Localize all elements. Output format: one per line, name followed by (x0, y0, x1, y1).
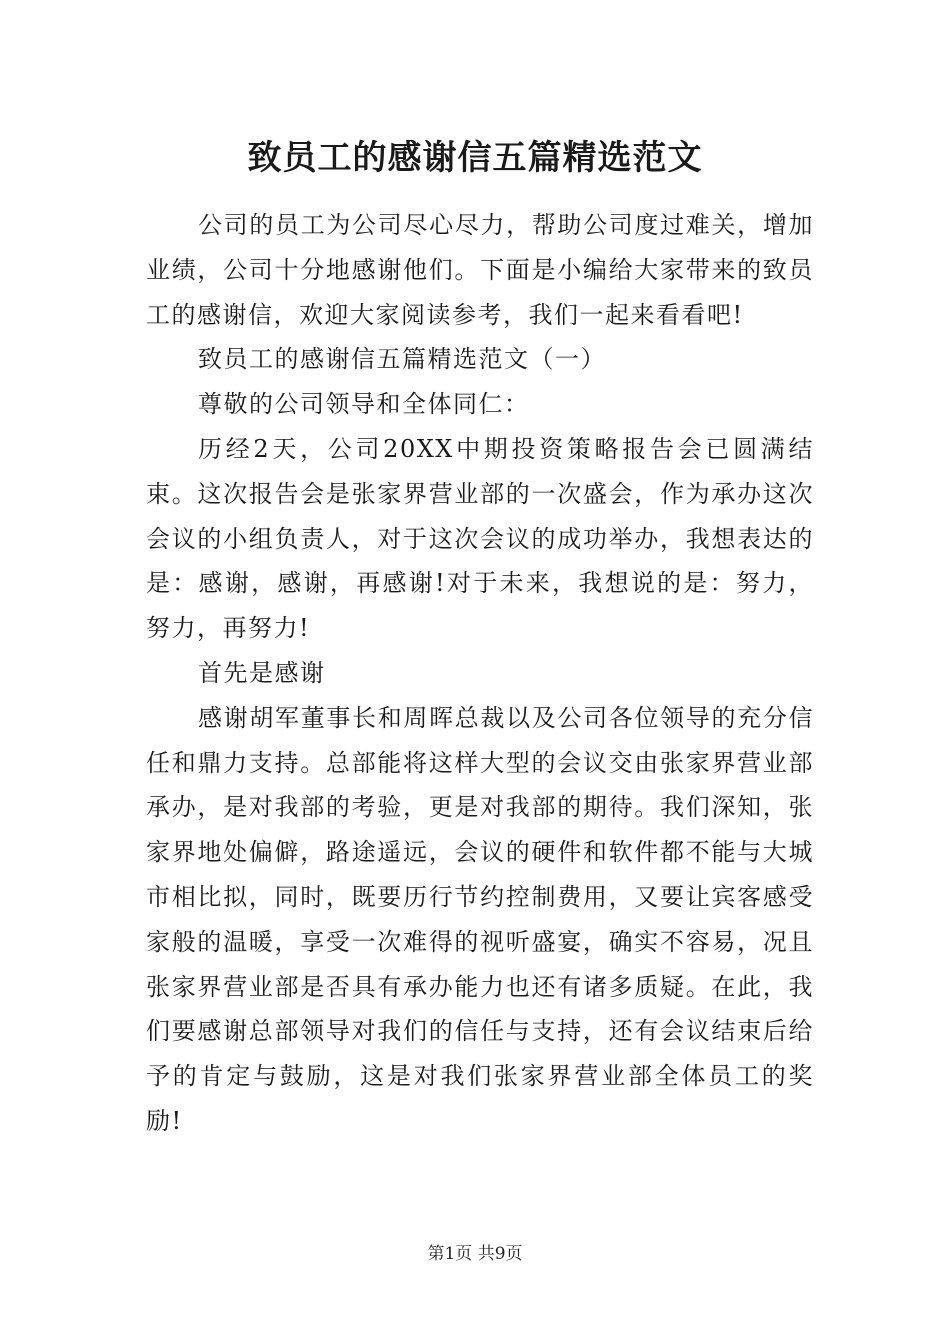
paragraph-salutation: 尊敬的公司领导和全体同仁： (198, 390, 530, 419)
paragraph-subheading: 致员工的感谢信五篇精选范文（一） (198, 345, 606, 374)
paragraph-opening: 历经2天，公司20XX中期投资策略报告会已圆满结束。这次报告会是张家界营业部的一次盛会，作为承办这次会议的小组负责人，对于这次会议的成功举办，我想表达的是：感谢，感谢，再感谢!对于未来，我想说的是：努力，努力，再努力! (146, 434, 814, 643)
paragraph-section-heading: 首先是感谢 (198, 658, 326, 687)
paragraph-intro: 公司的员工为公司尽心尽力，帮助公司度过难关，增加业绩，公司十分地感谢他们。下面是小编给大家带来的致员工的感谢信，欢迎大家阅读参考，我们一起来看看吧! (146, 211, 814, 329)
document-body (146, 203, 814, 1144)
page-number-footer: 第1页 共9页 (427, 1244, 523, 1264)
paragraph-thanks: 感谢胡军董事长和周晖总裁以及公司各位领导的充分信任和鼎力支持。总部能将这样大型的会议交由张家界营业部承办，是对我部的考验，更是对我部的期待。我们深知，张家界地处偏僻，路途遥远，会议的硬件和软件都不能与大城市相比拟，同时，既要历行节约控制费用，又要让宾客感受家般的温暖，享受一次难得的视听盛宴，确实不容易，况且张家界营业部是否具有承办能力也还有诸多质疑。在此，我们要感谢总部领导对我们的信任与支持，还有会议结束后给予的肯定与鼓励，这是对我们张家界营业部全体员工的奖励! (146, 703, 814, 1135)
page-title: 致员工的感谢信五篇精选范文 (247, 138, 703, 178)
